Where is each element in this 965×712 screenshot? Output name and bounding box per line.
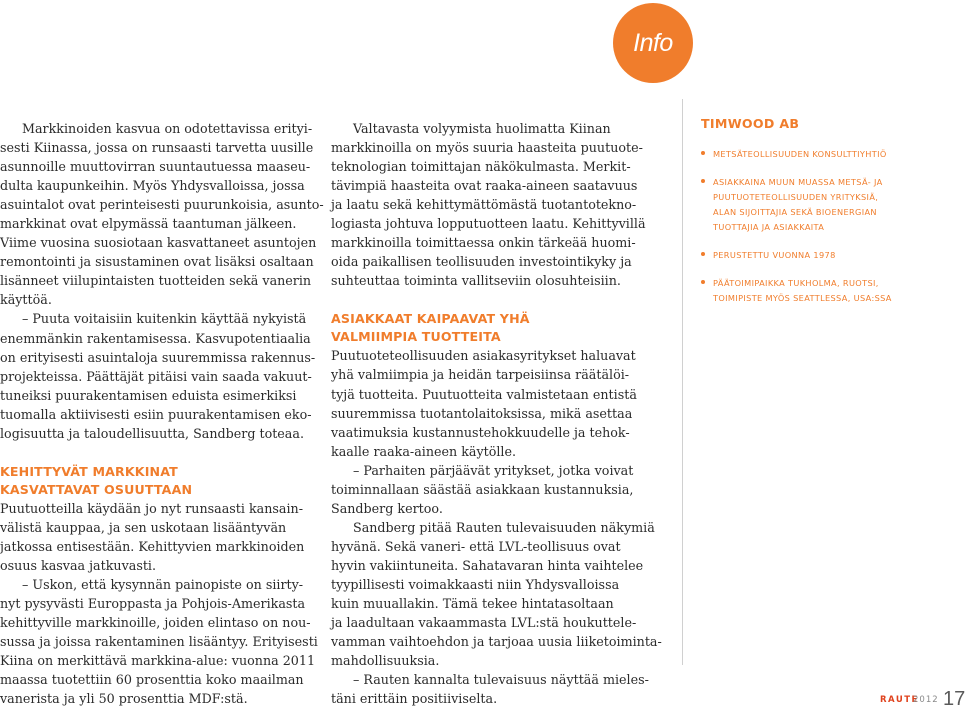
heading-line: ASIAKKAAT KAIPAAVAT YHÄ — [331, 311, 530, 327]
paragraph-5 — [331, 119, 671, 290]
text-line: lisänneet viilupintaisten tuotteiden sekä vanerin — [0, 273, 312, 289]
column-divider — [682, 99, 683, 665]
info-badge — [613, 3, 693, 83]
paragraph-2 — [0, 309, 316, 442]
text-line: Sandberg kertoo. — [331, 500, 443, 516]
article-column-2 — [331, 119, 671, 708]
text-line: tuomalla aktiivisesti esiin puurakentamisen eko- — [0, 406, 312, 422]
text-line: – Puuta voitaisiin kuitenkin käyttää nykyistä — [22, 311, 307, 327]
text-line: sussa ja joissa rakentaminen lisääntyy. Erityisesti — [0, 634, 318, 650]
text-line: suuremmissa tuotantolaitoksissa, mikä asettaa — [331, 405, 633, 421]
page-number: 17 — [943, 688, 965, 710]
section-heading-customers — [331, 310, 671, 346]
sidebar-item — [701, 248, 921, 263]
text-line: välistä kauppaa, ja sen uskotaan lisääntyvän — [0, 519, 287, 535]
paragraph-7 — [331, 461, 671, 518]
text-line: teknologian toimittajan näkökulmasta. Merkit- — [331, 159, 631, 175]
text-line: kuin muuallakin. Tämä tekee hintatasoltaan — [331, 596, 614, 612]
footer-brand: RAUTE — [880, 695, 919, 705]
sidebar-title: TIMWOOD AB — [701, 116, 800, 131]
heading-line: KEHITTYVÄT MARKKINAT — [0, 463, 178, 479]
paragraph-6 — [331, 346, 671, 460]
bullet-icon — [701, 252, 705, 256]
sidebar-item — [701, 276, 921, 306]
sidebar-item — [701, 147, 921, 162]
text-line: tyjä tuotteita. Puutuotteita valmistetaan entistä — [331, 386, 637, 402]
company-info-sidebar — [701, 116, 921, 319]
text-line: ja laadultaan vakaammasta LVL:stä houkuttele- — [331, 615, 637, 631]
sidebar-item-line: PERUSTETTU VUONNA 1978 — [713, 250, 836, 260]
sidebar-item-line: TOIMIPISTE MYÖS SEATTLESSA, USA:SSA — [713, 293, 892, 303]
paragraph-8 — [331, 518, 671, 670]
text-line: jatkossa entisestään. Kehittyvien markkinoiden — [0, 538, 305, 554]
text-line: ja laatu sekä kehittymättömästä tuotantotekno- — [331, 197, 637, 213]
text-line: nyt pysyvästi Europpasta ja Pohjois-Amerikasta — [0, 596, 306, 612]
sidebar-list — [701, 147, 921, 306]
text-line: – Rauten kannalta tulevaisuus näyttää mieles- — [353, 672, 649, 688]
text-line: asunnoille muuttovirran suuntautuessa maaseu- — [0, 159, 311, 175]
text-line: vanerista ja yli 50 prosenttia MDF:stä. — [0, 691, 248, 707]
sidebar-item-line: TUOTTAJIA JA ASIAKKAITA — [713, 222, 825, 232]
heading-line: KASVATTAVAT OSUUTTAAN — [0, 481, 193, 497]
text-line: Puutuotteilla käydään jo nyt runsaasti kansain- — [0, 500, 303, 516]
sidebar-item-line: METSÄTEOLLISUUDEN KONSULTTIYHTIÖ — [713, 149, 887, 159]
text-line: maassa tuotettiin 60 prosenttia koko maailman — [0, 672, 304, 688]
section-heading-emerging-markets — [0, 463, 308, 499]
bullet-icon — [701, 179, 705, 183]
footer-year: 2012 — [913, 695, 939, 705]
text-line: käyttöä. — [0, 292, 52, 308]
text-line: – Uskon, että kysynnän painopiste on siirty- — [22, 576, 304, 592]
text-line: toiminnallaan säästää asiakkaan kustannuksia, — [331, 481, 634, 497]
text-line: tuneiksi puurakentamisen eduista esimerkiksi — [0, 387, 297, 403]
text-line: tyypillisesti voimakkaasti niin Yhdysvalloissa — [331, 576, 620, 592]
text-line: täni erittäin positiiviselta. — [331, 691, 498, 707]
text-line: – Parhaiten pärjäävät yritykset, jotka voivat — [353, 462, 634, 478]
text-line: asuintalot ovat perinteisesti puurunkoisia, asunto- — [0, 197, 324, 213]
text-line: vamman vaihtoehdon ja tarjoaa uusia liiketoiminta- — [331, 634, 662, 650]
text-line: hyvin vakiintuneita. Sahatavaran hinta vaihtelee — [331, 557, 644, 573]
text-line: enemmänkin rakentamisessa. Kasvupotentiaalia — [0, 330, 311, 346]
info-badge-label: Info — [633, 28, 673, 57]
sidebar-item-line: PÄÄTOIMIPAIKKA TUKHOLMA, RUOTSI, — [713, 278, 879, 288]
text-line: sesti Kiinassa, jossa on runsaasti tarvetta uusille — [0, 140, 314, 156]
article-column-1 — [0, 119, 324, 708]
text-line: Kiina on merkittävä markkina-alue: vuonna 2011 — [0, 653, 316, 669]
text-line: on erityisesti asuintaloja suuremmissa rakennus- — [0, 349, 316, 365]
bullet-icon — [701, 151, 705, 155]
sidebar-item-line: PUUTUOTETEOLLISUUDEN YRITYKSIÄ, — [713, 192, 879, 202]
paragraph-3 — [0, 499, 308, 575]
heading-line: VALMIIMPIA TUOTTEITA — [331, 329, 501, 345]
text-line: Valtavasta volyymista huolimatta Kiinan — [353, 121, 611, 136]
text-line: markkinoilla on myös suuria haasteita puutuote- — [331, 140, 643, 156]
text-line: vaatimuksia kustannustehokkuudelle ja tehok- — [331, 424, 630, 440]
paragraph-1 — [0, 119, 324, 309]
text-line: yhä valmiimpia ja heidän tarpeisiinsa räätälöi- — [331, 367, 630, 383]
text-line: tävimpiä haasteita ovat raaka-aineen saatavuus — [331, 178, 638, 194]
text-line: dulta kaupunkeihin. Myös Yhdysvalloissa, jossa — [0, 178, 305, 194]
page-footer — [0, 688, 965, 712]
text-line: kehittyville markkinoille, joiden elintaso on nou- — [0, 615, 311, 631]
sidebar-item — [701, 175, 921, 235]
text-line: suhteuttaa toiminta vallitseviin olosuhteisiin. — [331, 273, 621, 289]
text-line: mahdollisuuksia. — [331, 653, 440, 669]
text-line: Markkinoiden kasvua on odotettavissa erityi- — [22, 121, 313, 136]
sidebar-item-line: ALAN SIJOITTAJIA SEKÄ BIOENERGIAN — [713, 207, 877, 217]
text-line: hyvänä. Sekä vaneri- että LVL-teollisuus ovat — [331, 538, 621, 554]
text-line: oida paikallisen teollisuuden investointikyky ja — [331, 254, 632, 270]
text-line: logisuutta ja taloudellisuutta, Sandberg toteaa. — [0, 425, 304, 441]
text-line: markkinat ovat elpymässä taantuman jälkeen. — [0, 216, 297, 232]
text-line: remontointi ja sisustaminen ovat lisäksi osaltaan — [0, 254, 314, 270]
sidebar-item-line: ASIAKKAINA MUUN MUASSA METSÄ- JA — [713, 177, 883, 187]
text-line: osuus kasvaa jatkuvasti. — [0, 557, 157, 573]
text-line: kaalle raaka-aineen käytölle. — [331, 443, 517, 459]
text-line: Puutuoteteollisuuden asiakasyritykset haluavat — [331, 348, 636, 364]
text-line: markkinoilla toimittaessa onkin tärkeää huomi- — [331, 235, 636, 251]
bullet-icon — [701, 280, 705, 284]
text-line: Viime vuosina suosiotaan kasvattaneet asuntojen — [0, 235, 317, 251]
text-line: projekteissa. Päättäjät pitäisi vain saada vakuut- — [0, 368, 312, 384]
text-line: logiasta johtuva lopputuotteen laatu. Kehittyvillä — [331, 216, 646, 232]
text-line: Sandberg pitää Rauten tulevaisuuden näkymiä — [353, 519, 655, 535]
